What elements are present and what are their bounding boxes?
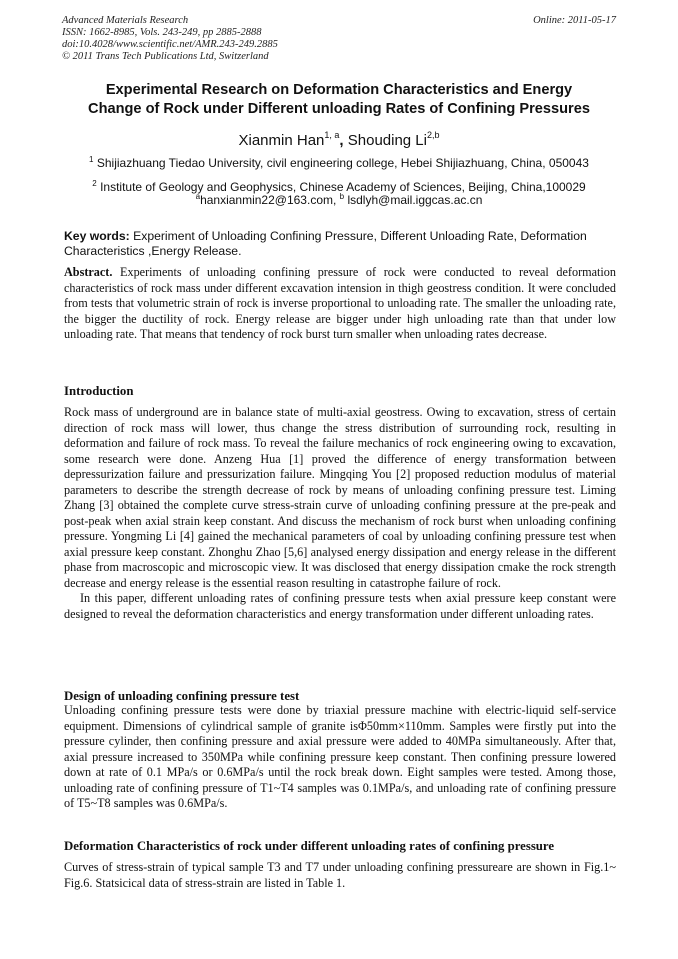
affiliation-2-mark: 2 [92,179,97,188]
section-heading-design: Design of unloading confining pressure test [64,689,300,703]
author-1: Xianmin Han [238,132,325,149]
introduction-paragraph-2: In this paper, different unloading rates of confining pressure tests when axial pressure keep constant were designed to reveal the deformation characteristics and energy transformation under different unloading rates. [64,591,616,621]
introduction-paragraph-1: Rock mass of underground are in balance state of multi-axial geostress. Owing to excavation, stress of certain direction of rock mass will lower, thus change the stress distribution of surrounding rock, resulting in deformation and failure of rock mass. To reveal the failure mechanics of rock engineering owing to excavation, some research were done. Anzeng Hua [1] proved the difference of energy transformation between depressurization failure and pressurization failure. Mingqing You [2] proposed reduction modulus of material parameters to describe the strength decrease of rock by means of unloading confining pressure test. Liming Zhang [3] obtained the complete curve stress-strain curve of unloading confining pressure at the pre-peak and post-peak when axial strain keep constant. And discuss the mechanism of rock burst when unloading confining pressure. Yongming Li [4] gained the mechanical parameters of coal by unloading confining pressure test when axial pressure keep constant. Zhonghu Zhao [5,6] analysed energy dissipation and energy release in the different phase from macroscopic and microscopic view. It was disclosed that energy dissipation cmake the rock strength decrease and energy release is the essential reason resulting in catastrophe failure of rock. [64,405,616,590]
email-2[interactable]: lsdlyh@mail.iggcas.ac.cn [347,193,483,207]
abstract-text: Experiments of unloading confining pressure of rock were conducted to reveal deformation characteristics of rock mass under different excavation intension in thigh geostress condition. It were concluded from tests that volumetric strain of rock is inverse proportional to unloading rate. The smaller the unloading rate, the bigger the ductility of rock. Energy release are bigger under high unloading rate than that under low unloading rate. That means that tendency of rock burst turn smaller when unloading rates decrease. [64,265,616,341]
journal-name: Advanced Materials Research [62,15,189,26]
author-1-marks: 1, a [324,130,340,140]
design-paragraph: Unloading confining pressure tests were done by triaxial pressure machine with electric-liquid self-service equipment. Dimensions of cylindrical sample of granite isΦ50mm×110mm. Samples were firstly put into the pressure cylinder, then confining pressure and axial pressure were added to 40MPa simultaneously. After that, axial pressure increased to 350MPa while confining pressure keep constant. Then confining pressure lowered down at rate of 0.1 MPa/s or 0.6MPa/s until the rock break down. Eight samples were tested. Among those, unloading rate of confining pressure of T1~T4 samples was 0.1MPa/s, and unloading rate of confining pressure of T5~T8 samples was 0.6MPa/s. [64,703,616,810]
author-separator: , [339,132,348,149]
author-2-marks: 2,b [426,130,440,140]
keywords [64,229,616,258]
journal-header [62,15,616,63]
author-list [40,131,638,151]
affiliation-1-mark: 1 [89,155,94,164]
keywords-label: Key words: [64,229,130,243]
doi-line: doi:10.4028/www.scientific.net/AMR.243-249.2885 [62,39,278,50]
affiliation-1 [40,156,638,171]
author-2: Shouding Li [347,132,427,149]
author-emails [40,193,638,208]
abstract-label: Abstract. [64,265,113,279]
paper-title [40,81,638,119]
online-date: Online: 2011-05-17 [533,15,616,26]
deformation-paragraph: Curves of stress-strain of typical sample T3 and T7 under unloading confining pressureare are shown in Fig.1~ Fig.6. Statsicical data of stress-strain are listed in Table 1. [64,860,616,890]
issn-line: ISSN: 1662-8985, Vols. 243-249, pp 2885-2888 [62,27,262,38]
abstract [64,265,616,343]
introduction-body [64,405,616,622]
title-line-2: Change of Rock under Different unloading Rates of Confining Pressures [88,101,590,117]
email-2-mark: b [339,192,345,201]
email-1[interactable]: hanxianmin22@163.com, [200,193,337,207]
deformation-body [64,860,616,891]
title-line-1: Experimental Research on Deformation Characteristics and Energy [105,82,573,98]
section-heading-introduction: Introduction [64,384,134,398]
section-heading-deformation: Deformation Characteristics of rock under different unloading rates of confining pressure [64,839,555,853]
copyright-line: © 2011 Trans Tech Publications Ltd, Switzerland [62,51,269,62]
design-body [64,703,616,812]
affiliation-2-text: Institute of Geology and Geophysics, Chinese Academy of Sciences, Beijing, China,100029 [100,180,586,194]
keywords-text: Experiment of Unloading Confining Pressure, Different Unloading Rate, Deformation Characteristics ,Energy Release. [64,229,587,258]
affiliation-1-text: Shijiazhuang Tiedao University, civil engineering college, Hebei Shijiazhuang, China, 050043 [96,156,589,170]
email-1-mark: a [195,192,201,201]
